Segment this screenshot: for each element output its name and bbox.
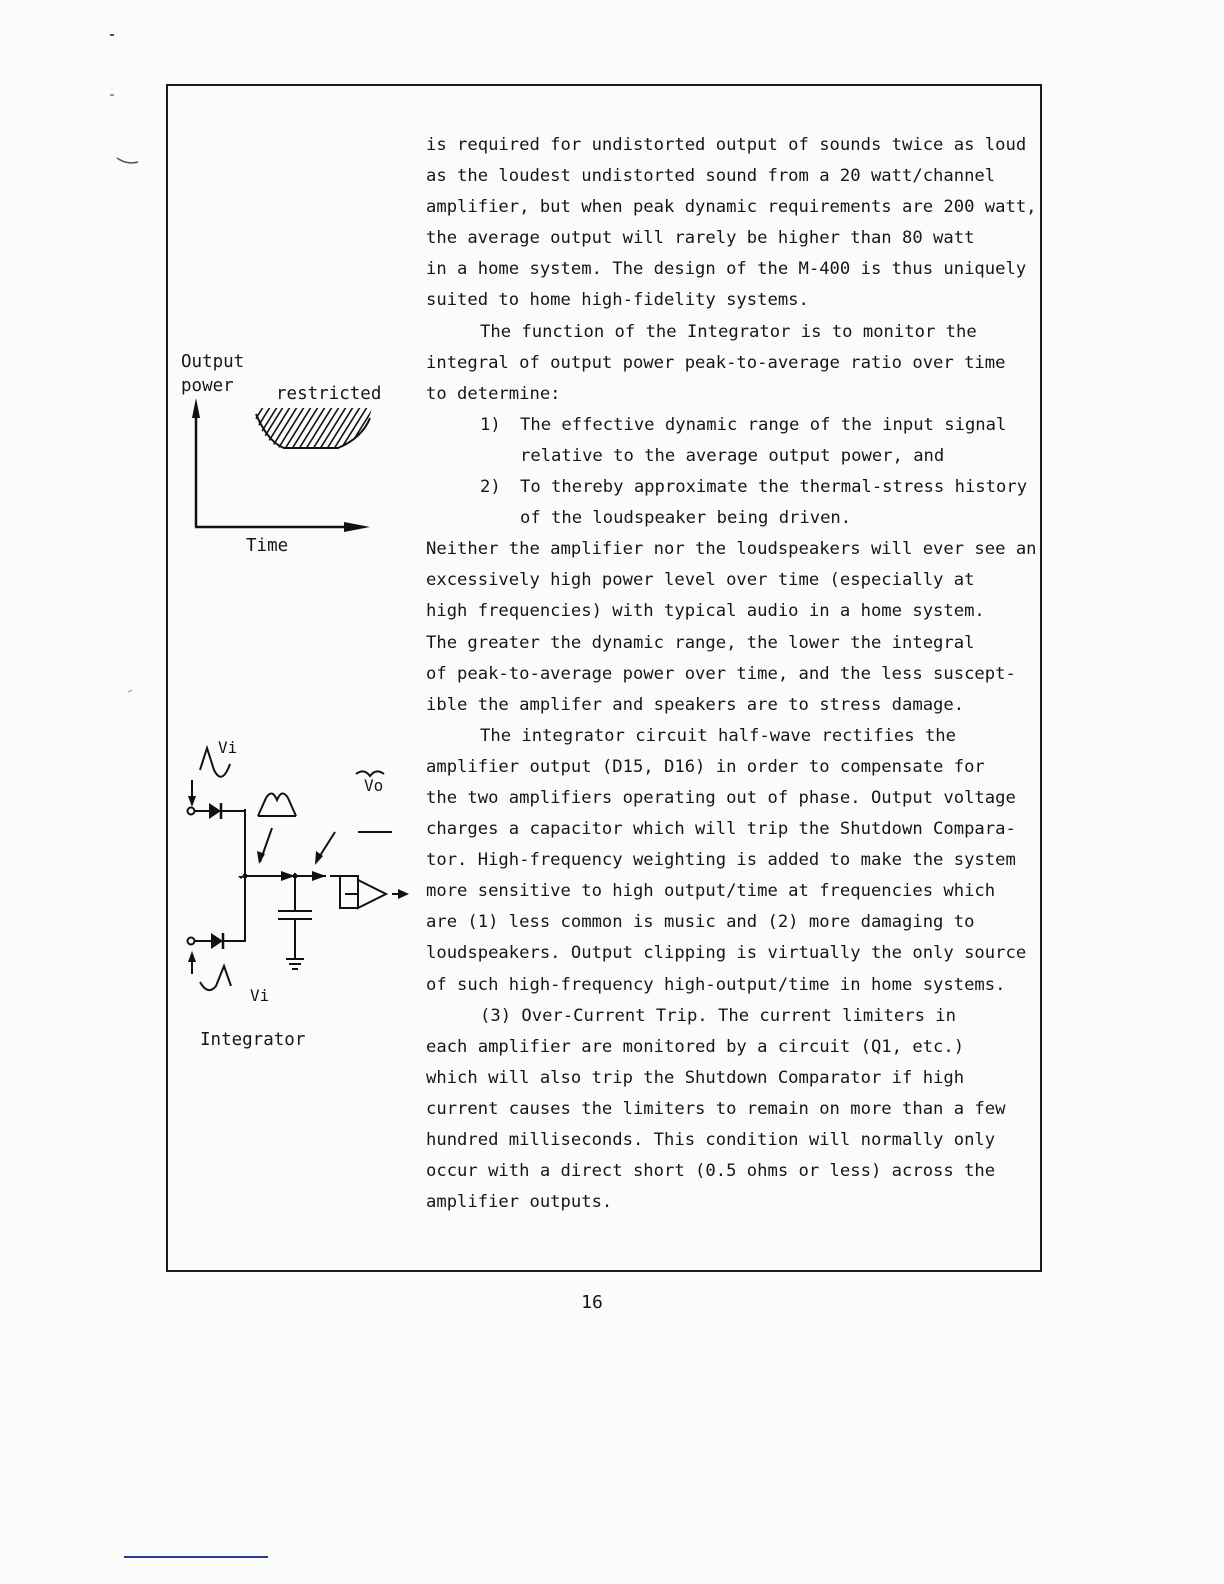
body-line: each amplifier are monitored by a circuit (Q1, etc.)	[426, 1036, 965, 1057]
body-line: to determine:	[426, 383, 561, 404]
comparator-symbol	[358, 880, 386, 908]
body-line: amplifier output (D15, D16) in order to compensate for	[426, 756, 985, 777]
body-text	[426, 130, 1042, 1218]
input-node-top	[188, 808, 195, 815]
graph-y-arrow	[192, 398, 200, 418]
integrator-vo-label: Vo	[364, 776, 384, 795]
body-line: are (1) less common is music and (2) more damaging to	[426, 912, 975, 933]
input-sine-top	[200, 748, 230, 777]
integrator-vi-bottom-label: Vi	[250, 986, 270, 1005]
list-item-2	[426, 472, 1042, 503]
list-item-number: 2)	[480, 477, 501, 498]
body-line: The greater the dynamic range, the lower the integral	[426, 632, 975, 653]
body-line: of peak-to-average power over time, and the less suscept-	[426, 663, 1016, 684]
output-power-graph	[180, 396, 380, 546]
body-line: more sensitive to high output/time at frequencies which	[426, 881, 996, 902]
input-node-bottom	[188, 938, 195, 945]
body-line: hundred milliseconds. This condition will normally only	[426, 1130, 996, 1150]
body-line: occur with a direct short (0.5 ohms or less) across the	[426, 1161, 996, 1182]
diode-top	[209, 803, 221, 819]
body-line: the average output will rarely be higher than 80 watt	[426, 228, 975, 249]
body-line: as the loudest undistorted sound from a 20 watt/channel	[426, 166, 996, 187]
page-number: 16	[581, 1292, 603, 1313]
graph-y-label-line2: power	[181, 376, 234, 396]
body-line: of such high-frequency high-output/time in home systems.	[426, 974, 1006, 995]
body-line: the two amplifiers operating out of phase. Output voltage	[426, 787, 1016, 808]
integrator-vi-top-label: Vi	[218, 738, 238, 757]
graph-region-label: restricted	[276, 384, 382, 404]
scan-margin-marks	[100, 20, 160, 720]
rectified-waveform	[258, 793, 296, 816]
body-line: amplifier, but when peak dynamic requirements are 200 watt,	[426, 197, 1037, 218]
list-item-1	[426, 410, 1042, 441]
list-item-continuation: relative to the average output power, and	[520, 445, 945, 466]
output-ripple	[356, 771, 384, 776]
integrator-circuit-diagram	[180, 730, 420, 1020]
body-line: current causes the limiters to remain on more than a few	[426, 1098, 1006, 1119]
graph-x-arrow	[344, 522, 370, 532]
body-line: in a home system. The design of the M-400 is thus uniquely	[426, 259, 1027, 280]
scan-underline-mark	[124, 1556, 268, 1558]
diode-bottom	[211, 933, 223, 949]
integrator-caption: Integrator	[200, 1030, 306, 1050]
body-line: charges a capacitor which will trip the Shutdown Compara-	[426, 819, 1016, 840]
list-item-text: The effective dynamic range of the input signal	[520, 414, 1007, 435]
input-sine-bottom	[200, 966, 231, 990]
body-line: excessively high power level over time (especially at	[426, 570, 975, 591]
graph-x-label: Time	[246, 536, 289, 556]
body-line: loudspeakers. Output clipping is virtually the only source	[426, 943, 1027, 964]
body-line: which will also trip the Shutdown Comparator if high	[426, 1067, 965, 1088]
list-item-continuation: of the loudspeaker being driven.	[520, 508, 852, 529]
body-line: amplifier outputs.	[426, 1192, 613, 1213]
body-line: is required for undistorted output of sounds twice as loud	[426, 135, 1027, 155]
body-line: The integrator circuit half-wave rectifies the	[480, 725, 956, 746]
body-line: tor. High-frequency weighting is added to make the system	[426, 850, 1016, 871]
list-item-text: To thereby approximate the thermal-stress history	[520, 477, 1028, 498]
body-line: (3) Over-Current Trip. The current limiters in	[480, 1005, 956, 1026]
list-item-number: 1)	[480, 414, 501, 435]
body-line: integral of output power peak-to-average ratio over time	[426, 352, 1006, 373]
body-line: ible the amplifer and speakers are to stress damage.	[426, 694, 965, 715]
body-line: Neither the amplifier nor the loudspeakers will ever see an	[426, 539, 1037, 560]
graph-y-label-line1: Output	[181, 352, 245, 372]
body-line: high frequencies) with typical audio in a home system.	[426, 601, 985, 622]
body-line: The function of the Integrator is to monitor the	[480, 321, 977, 342]
body-line: suited to home high-fidelity systems.	[426, 290, 809, 311]
output-arrow	[398, 889, 409, 899]
